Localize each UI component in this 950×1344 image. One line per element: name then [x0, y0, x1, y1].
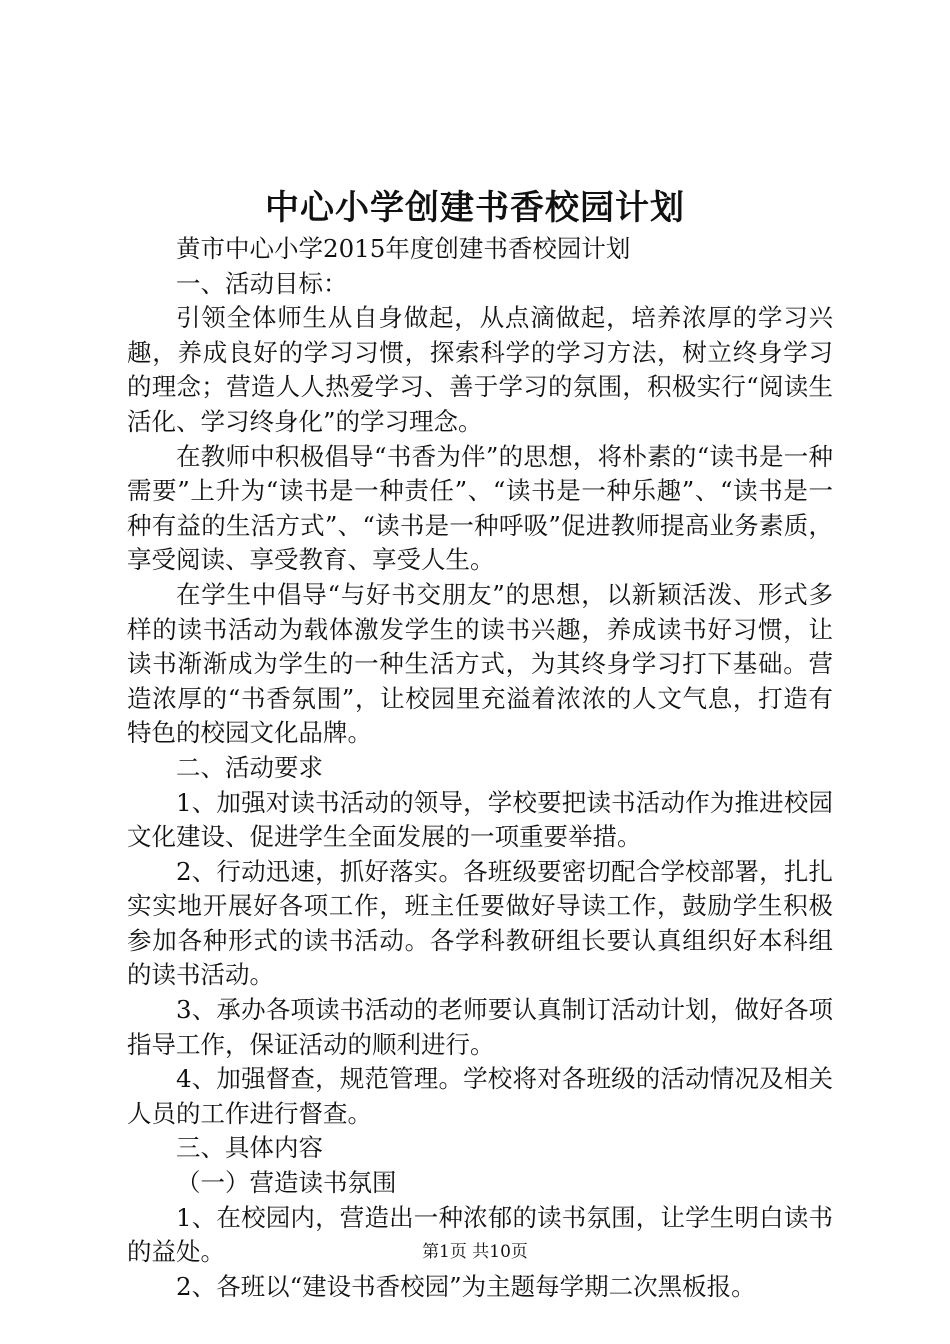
document-title: 中心小学创建书香校园计划 [265, 188, 685, 228]
paragraph-requirement-3: 3、承办各项读书活动的老师要认真制订活动计划，做好各项指导工作，保证活动的顺利进行。 [127, 995, 833, 1059]
paragraph-subtitle: 黄市中心小学2015年度创建书香校园计划 [176, 234, 631, 263]
paragraph-requirement-4: 4、加强督查，规范管理。学校将对各班级的活动情况及相关人员的工作进行督查。 [127, 1064, 833, 1128]
heading-activity-goals: 一、活动目标： [176, 268, 348, 298]
paragraph-goals-overview: 引领全体师生从自身做起，从点滴做起，培养浓厚的学习兴趣，养成良好的学习习惯，探索科学的学习方法，树立终身学习的理念；营造人人热爱学习、善于学习的氛围，积极实行“阅读生活化、学习终身化”的学习理念。 [127, 303, 833, 436]
paragraph-teachers: 在教师中积极倡导“书香为伴”的思想，将朴素的“读书是一种需要”上升为“读书是一种责任”、“读书是一种乐趣”、“读书是一种有益的生活方式”、“读书是一种呼吸”促进教师提高业务素质，享受阅读、享受教育、享受人生。 [127, 441, 833, 575]
heading-specific-content: 三、具体内容 [176, 1133, 323, 1163]
paragraph-requirement-1: 1、加强对读书活动的领导，学校要把读书活动作为推进校园文化建设、促进学生全面发展的一项重要举措。 [127, 787, 833, 852]
paragraph-content-2: 2、各班以“建设书香校园”为主题每学期二次黑板报。 [176, 1271, 756, 1301]
heading-reading-atmosphere: （一）营造读书氛围 [176, 1168, 397, 1198]
page-footer: 第1页 共10页 [422, 1242, 528, 1262]
heading-activity-requirements: 二、活动要求 [176, 752, 323, 782]
paragraph-requirement-2: 2、行动迅速，抓好落实。各班级要密切配合学校部署，扎扎实实地开展好各项工作，班主任要做好导读工作，鼓励学生积极参加各种形式的读书活动。各学科教研组长要认真组织好本科组的读书活动。 [127, 856, 833, 990]
paragraph-students: 在学生中倡导“与好书交朋友”的思想，以新颖活泼、形式多样的读书活动为载体激发学生的读书兴趣，养成读书好习惯，让读书渐渐成为学生的一种生活方式，为其终身学习打下基础。营造浓厚的“书香氛围”，让校园里充溢着浓浓的人文气息，打造有特色的校园文化品牌。 [127, 579, 833, 748]
document-body [127, 232, 833, 1304]
paragraph-content-1: 1、在校园内，营造出一种浓郁的读书氛围，让学生明白读书的益处。 [127, 1202, 833, 1267]
